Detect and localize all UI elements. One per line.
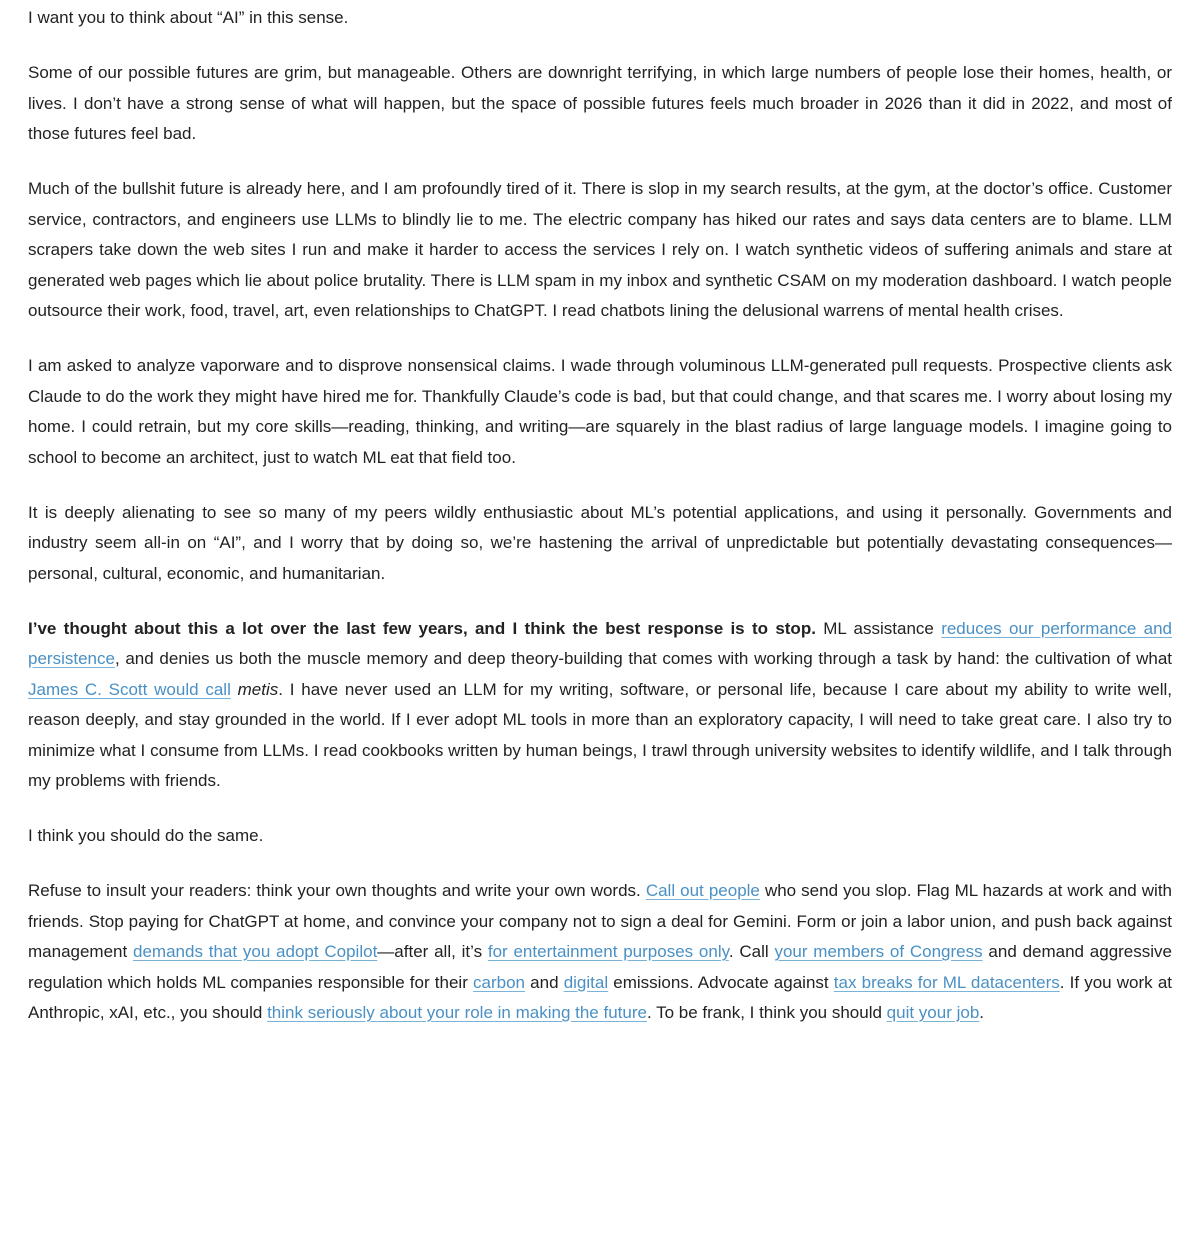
inline-link[interactable]: James C. Scott would call: [28, 679, 231, 699]
body-text: who send you slop. Flag ML hazards at work and with friends. Stop paying for ChatGPT at home, and convince your company not to sign a deal for Gemini. Form or join a labor union, and push back against management: [28, 881, 1172, 961]
paragraph-alienating: [28, 498, 1172, 590]
paragraph-do-the-same: [28, 821, 1172, 852]
paragraph-work-impact: [28, 351, 1172, 473]
body-text: I am asked to analyze vaporware and to disprove nonsensical claims. I wade through voluminous LLM-generated pull requests. Prospective clients ask Claude to do the work they might have hired me for. Thankfully Claude’s code is bad, but that could change, and that scares me. I worry about losing my home. I could retrain, but my core skills—reading, thinking, and writing—are squarely in the blast radius of large language models. I imagine going to school to become an architect, just to watch ML eat that field too.: [28, 356, 1172, 467]
body-text: , and denies us both the muscle memory and deep theory-building that comes with working through a task by hand: the cultivation of what: [114, 649, 1172, 668]
paragraph-possible-futures: [28, 58, 1172, 150]
inline-link[interactable]: digital: [563, 972, 609, 992]
paragraph-bullshit-future: [28, 174, 1172, 327]
paragraph-call-to-action: [28, 876, 1172, 1029]
inline-link[interactable]: for entertainment purposes only: [487, 942, 729, 961]
inline-link[interactable]: think seriously about your role in making the future: [267, 1003, 647, 1022]
body-text: —after all, it’s: [377, 942, 488, 961]
paragraph-intro: [28, 3, 1172, 34]
body-text: emissions. Advocate against: [608, 972, 834, 992]
body-text: . To be frank, I think you should: [646, 1003, 887, 1022]
inline-link[interactable]: quit your job: [886, 1003, 980, 1022]
body-text: . Call: [728, 942, 775, 961]
inline-link[interactable]: reduces our performance and persistence: [28, 618, 1172, 668]
body-text: It is deeply alienating to see so many of my peers wildly enthusiastic about ML’s potential applications, and using it personally. Governments and industry seem all-in on “AI”, and I worry that by doing so, we’re hastening the arrival of unpredictable but potentially devastating consequences—personal, cultural, economic, and humanitarian.: [28, 502, 1172, 583]
body-text: Some of our possible futures are grim, but manageable. Others are downright terrifying, in which large numbers of people lose their homes, health, or lives. I don’t have a strong sense of what will happen, but the space of possible futures feels much broader in 2026 than it did in 2022, and most of those futures feel bad.: [28, 63, 1172, 143]
inline-link[interactable]: carbon: [473, 972, 526, 992]
bold-text: I’ve thought about this a lot over the last few years, and I think the best response is to stop.: [28, 618, 816, 638]
body-text: Refuse to insult your readers: think your own thoughts and write your own words.: [28, 881, 646, 900]
inline-link[interactable]: your members of Congress: [774, 942, 983, 961]
body-text: and: [525, 972, 564, 992]
body-text: and demand aggressive regulation which holds ML companies responsible for their: [28, 942, 1172, 992]
body-text: Much of the bullshit future is already here, and I am profoundly tired of it. There is slop in my search results, at the gym, at the doctor’s office. Customer service, contractors, and engineers use LLMs to blindly lie to me. The electric company has hiked our rates and says data centers are to blame. LLM scrapers take down the web sites I run and make it harder to access the services I rely on. I watch synthetic videos of suffering animals and stare at generated web pages which lie about police brutality. There is LLM spam in my inbox and synthetic CSAM on my moderation dashboard. I watch people outsource their work, food, travel, art, even relationships to ChatGPT. I read chatbots lining the delusional warrens of mental health crises.: [28, 179, 1172, 320]
body-text: . If you work at Anthropic, xAI, etc., you should: [28, 972, 1172, 1022]
inline-link[interactable]: Call out people: [645, 881, 760, 900]
inline-link[interactable]: demands that you adopt Copilot: [133, 942, 378, 961]
paragraph-best-response: [28, 614, 1172, 797]
italic-text: metis: [237, 679, 279, 699]
body-text: ML assistance: [815, 618, 942, 638]
inline-link[interactable]: tax breaks for ML datacenters: [833, 972, 1060, 992]
body-text: I want you to think about “AI” in this sense.: [28, 8, 349, 27]
body-text: . I have never used an LLM for my writing, software, or personal life, because I care about my ability to write well, reason deeply, and stay grounded in the world. If I ever adopt ML tools in more than an exploratory capacity, I will need to take great care. I also try to minimize what I consume from LLMs. I read cookbooks written by human beings, I trawl through university websites to identify wildlife, and I talk through my problems with friends.: [28, 679, 1172, 790]
body-text: .: [979, 1003, 985, 1022]
body-text: I think you should do the same.: [28, 826, 264, 845]
body-text: [231, 680, 238, 699]
